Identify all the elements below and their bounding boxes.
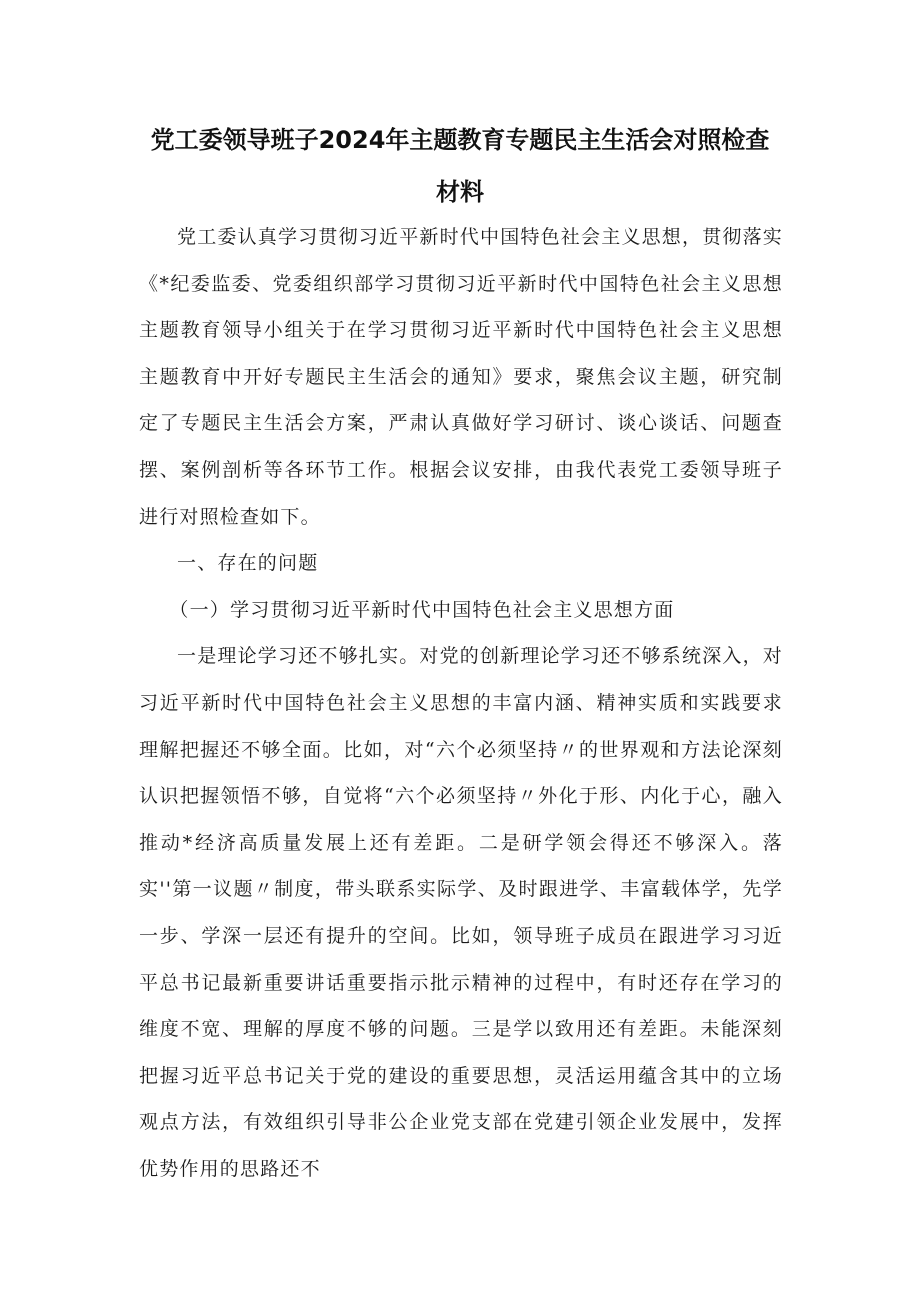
body-paragraph: 一是理论学习还不够扎实。对党的创新理论学习还不够系统深入，对习近平新时代中国特色社会主义思想的丰富内涵、精神实质和实践要求理解把握还不够全面。比如，对“六个必须坚持〃的世界观和方法论深刻认识把握领悟不够，自觉将“六个必须坚持〃外化于形、内化于心，融入推动*经济高质量发展上还有差距。二是研学领会得还不够深入。落实''第一议题〃制度，带头联系实际学、及时跟进学、丰富载体学，先学一步、学深一层还有提升的空间。比如，领导班子成员在跟进学习习近平总书记最新重要讲话重要指示批示精神的过程中，有时还存在学习的维度不宽、理解的厚度不够的问题。三是学以致用还有差距。未能深刻把握习近平总书记关于党的建设的重要思想，灵活运用蕴含其中的立场观点方法，有效组织引导非公企业党支部在党建引领企业发展中，发挥优势作用的思路还不	[139, 645, 784, 1180]
document-title-line-1: 党工委领导班子2024年主题教育专题民主生活会对照检查	[150, 126, 770, 154]
document-body	[139, 188, 783, 1192]
document-title-line-2: 材料	[436, 178, 484, 206]
section-heading: 一、存在的问题	[177, 552, 319, 575]
subsection-heading: （一）学习贯彻习近平新时代中国特色社会主义思想方面	[169, 598, 675, 621]
intro-paragraph: 党工委认真学习贯彻习近平新时代中国特色社会主义思想，贯彻落实《*纪委监委、党委组织部学习贯彻习近平新时代中国特色社会主义思想主题教育领导小组关于在学习贯彻习近平新时代中国特色社会主义思想主题教育中开好专题民主生活会的通知》要求，聚焦会议主题，研究制定了专题民主生活会方案，严肃认真做好学习研讨、谈心谈话、问题查摆、案例剖析等各环节工作。根据会议安排，由我代表党工委领导班子进行对照检查如下。	[139, 226, 784, 528]
